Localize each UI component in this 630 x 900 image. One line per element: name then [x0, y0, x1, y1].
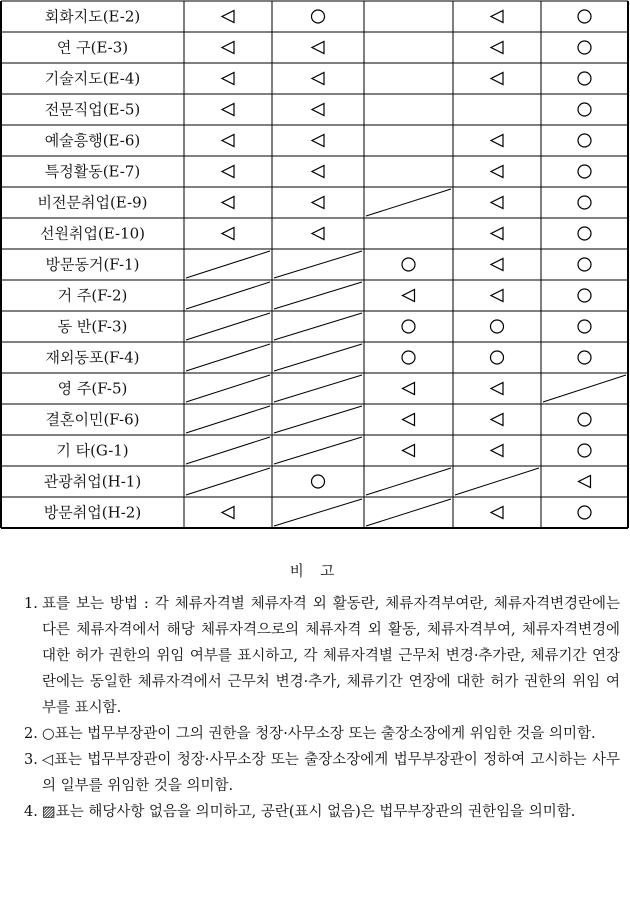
circle-mark — [578, 10, 591, 23]
circle-mark — [578, 351, 591, 364]
row-label: 비전문취업(E-9) — [37, 193, 148, 212]
triangle-mark — [491, 11, 503, 23]
row-label: 재외동포(F-4) — [45, 348, 140, 367]
note-number: 1. — [24, 596, 38, 612]
triangle-mark — [222, 197, 234, 209]
circle-mark — [402, 320, 415, 333]
triangle-mark — [222, 104, 234, 116]
row-label: 기술지도(E-4) — [44, 69, 141, 88]
note-number: 2. — [24, 726, 38, 742]
note-text: ○표는 법무부장관이 그의 권한을 청장·사무소장 또는 출장소장에게 위임한 것을 의미함. — [42, 726, 596, 742]
note-number: 3. — [24, 752, 38, 768]
circle-mark — [578, 506, 591, 519]
triangle-mark — [222, 228, 234, 240]
triangle-mark — [312, 135, 324, 147]
circle-mark — [578, 444, 591, 457]
not-applicable-slash — [274, 375, 362, 402]
triangle-mark — [403, 290, 415, 302]
triangle-mark — [312, 73, 324, 85]
circle-mark — [312, 10, 325, 23]
not-applicable-slash — [274, 282, 362, 309]
triangle-mark — [491, 228, 503, 240]
circle-mark — [578, 227, 591, 240]
row-label: 연 구(E-3) — [56, 38, 129, 57]
circle-mark — [312, 475, 325, 488]
circle-mark — [578, 72, 591, 85]
note-item — [0, 747, 630, 799]
triangle-mark — [312, 228, 324, 240]
triangle-mark — [491, 507, 503, 519]
note-text: ▨표는 해당사항 없음을 의미하고, 공란(표시 없음)은 법무부장관의 권한임을 의미함. — [42, 804, 576, 820]
triangle-mark — [222, 11, 234, 23]
triangle-mark — [403, 414, 415, 426]
triangle-mark — [491, 445, 503, 457]
row-label: 방문취업(H-2) — [43, 503, 142, 522]
row-label: 특정활동(E-7) — [44, 162, 141, 181]
note-text: 표를 보는 방법 : 각 체류자격별 체류자격 외 활동란, 체류자격부여란, 체류자격변경란에는 다른 체류자격에서 해당 체류자격으로의 체류자격 외 활동, 체류자격부여, 체류자격변경에 대한 허가 권한의 위임 여부를 표시하고, 각 체류자격별 근무처 변경·추가란, 체류기간 연장란에는 동일한 체류자격에서 근무처 변경·추가, 체류기간 연장에 대한 허가 권한의 위임 여부를 표시함. — [42, 596, 620, 716]
row-label: 회화지도(E-2) — [44, 7, 141, 26]
not-applicable-slash — [274, 344, 362, 371]
not-applicable-slash — [366, 189, 451, 216]
notes-title: 비 고 — [289, 564, 341, 580]
row-label: 영 주(F-5) — [57, 379, 128, 398]
row-label: 결혼이민(F-6) — [45, 410, 140, 429]
triangle-mark — [491, 197, 503, 209]
circle-mark — [578, 289, 591, 302]
triangle-mark — [491, 166, 503, 178]
row-label: 방문동거(F-1) — [45, 255, 140, 274]
not-applicable-slash — [543, 375, 626, 402]
not-applicable-slash — [186, 375, 270, 402]
row-label: 거 주(F-2) — [57, 286, 128, 305]
row-label: 전문직업(E-5) — [44, 100, 141, 119]
triangle-mark — [222, 166, 234, 178]
notes-section — [0, 560, 630, 825]
circle-mark — [491, 351, 504, 364]
note-number: 4. — [24, 804, 38, 820]
triangle-mark — [579, 476, 591, 488]
circle-mark — [578, 41, 591, 54]
triangle-mark — [222, 42, 234, 54]
circle-mark — [578, 413, 591, 426]
not-applicable-slash — [186, 468, 270, 495]
triangle-mark — [403, 445, 415, 457]
circle-mark — [578, 103, 591, 116]
row-label: 예술흥행(E-6) — [44, 131, 141, 150]
circle-mark — [578, 258, 591, 271]
not-applicable-slash — [366, 499, 451, 526]
triangle-mark — [312, 166, 324, 178]
triangle-mark — [222, 73, 234, 85]
note-item — [0, 799, 630, 825]
triangle-mark — [403, 383, 415, 395]
not-applicable-slash — [274, 406, 362, 433]
circle-mark — [402, 258, 415, 271]
not-applicable-slash — [186, 282, 270, 309]
not-applicable-slash — [274, 313, 362, 340]
circle-mark — [402, 351, 415, 364]
not-applicable-slash — [186, 406, 270, 433]
not-applicable-slash — [274, 251, 362, 278]
not-applicable-slash — [186, 437, 270, 464]
triangle-mark — [312, 197, 324, 209]
note-text: ◁표는 법무부장관이 청장·사무소장 또는 출장소장에게 법무부장관이 정하여 고시하는 사무의 일부를 위임한 것을 의미함. — [42, 752, 620, 794]
not-applicable-slash — [186, 344, 270, 371]
not-applicable-slash — [186, 251, 270, 278]
row-label: 선원취업(E-10) — [39, 224, 146, 243]
circle-mark — [578, 165, 591, 178]
triangle-mark — [491, 73, 503, 85]
not-applicable-slash — [455, 468, 539, 495]
triangle-mark — [491, 259, 503, 271]
not-applicable-slash — [274, 499, 362, 526]
triangle-mark — [491, 135, 503, 147]
triangle-mark — [491, 383, 503, 395]
circle-mark — [578, 320, 591, 333]
circle-mark — [578, 134, 591, 147]
note-item — [0, 591, 630, 721]
row-label: 기 타(G-1) — [56, 441, 129, 460]
triangle-mark — [312, 42, 324, 54]
circle-mark — [578, 196, 591, 209]
triangle-mark — [312, 104, 324, 116]
note-item — [0, 721, 630, 747]
circle-mark — [491, 320, 504, 333]
triangle-mark — [491, 414, 503, 426]
triangle-mark — [222, 507, 234, 519]
not-applicable-slash — [366, 468, 451, 495]
not-applicable-slash — [274, 437, 362, 464]
triangle-mark — [222, 135, 234, 147]
row-label: 관광취업(H-1) — [43, 472, 142, 491]
row-label: 동 반(F-3) — [57, 317, 128, 336]
triangle-mark — [491, 290, 503, 302]
triangle-mark — [491, 42, 503, 54]
not-applicable-slash — [186, 313, 270, 340]
